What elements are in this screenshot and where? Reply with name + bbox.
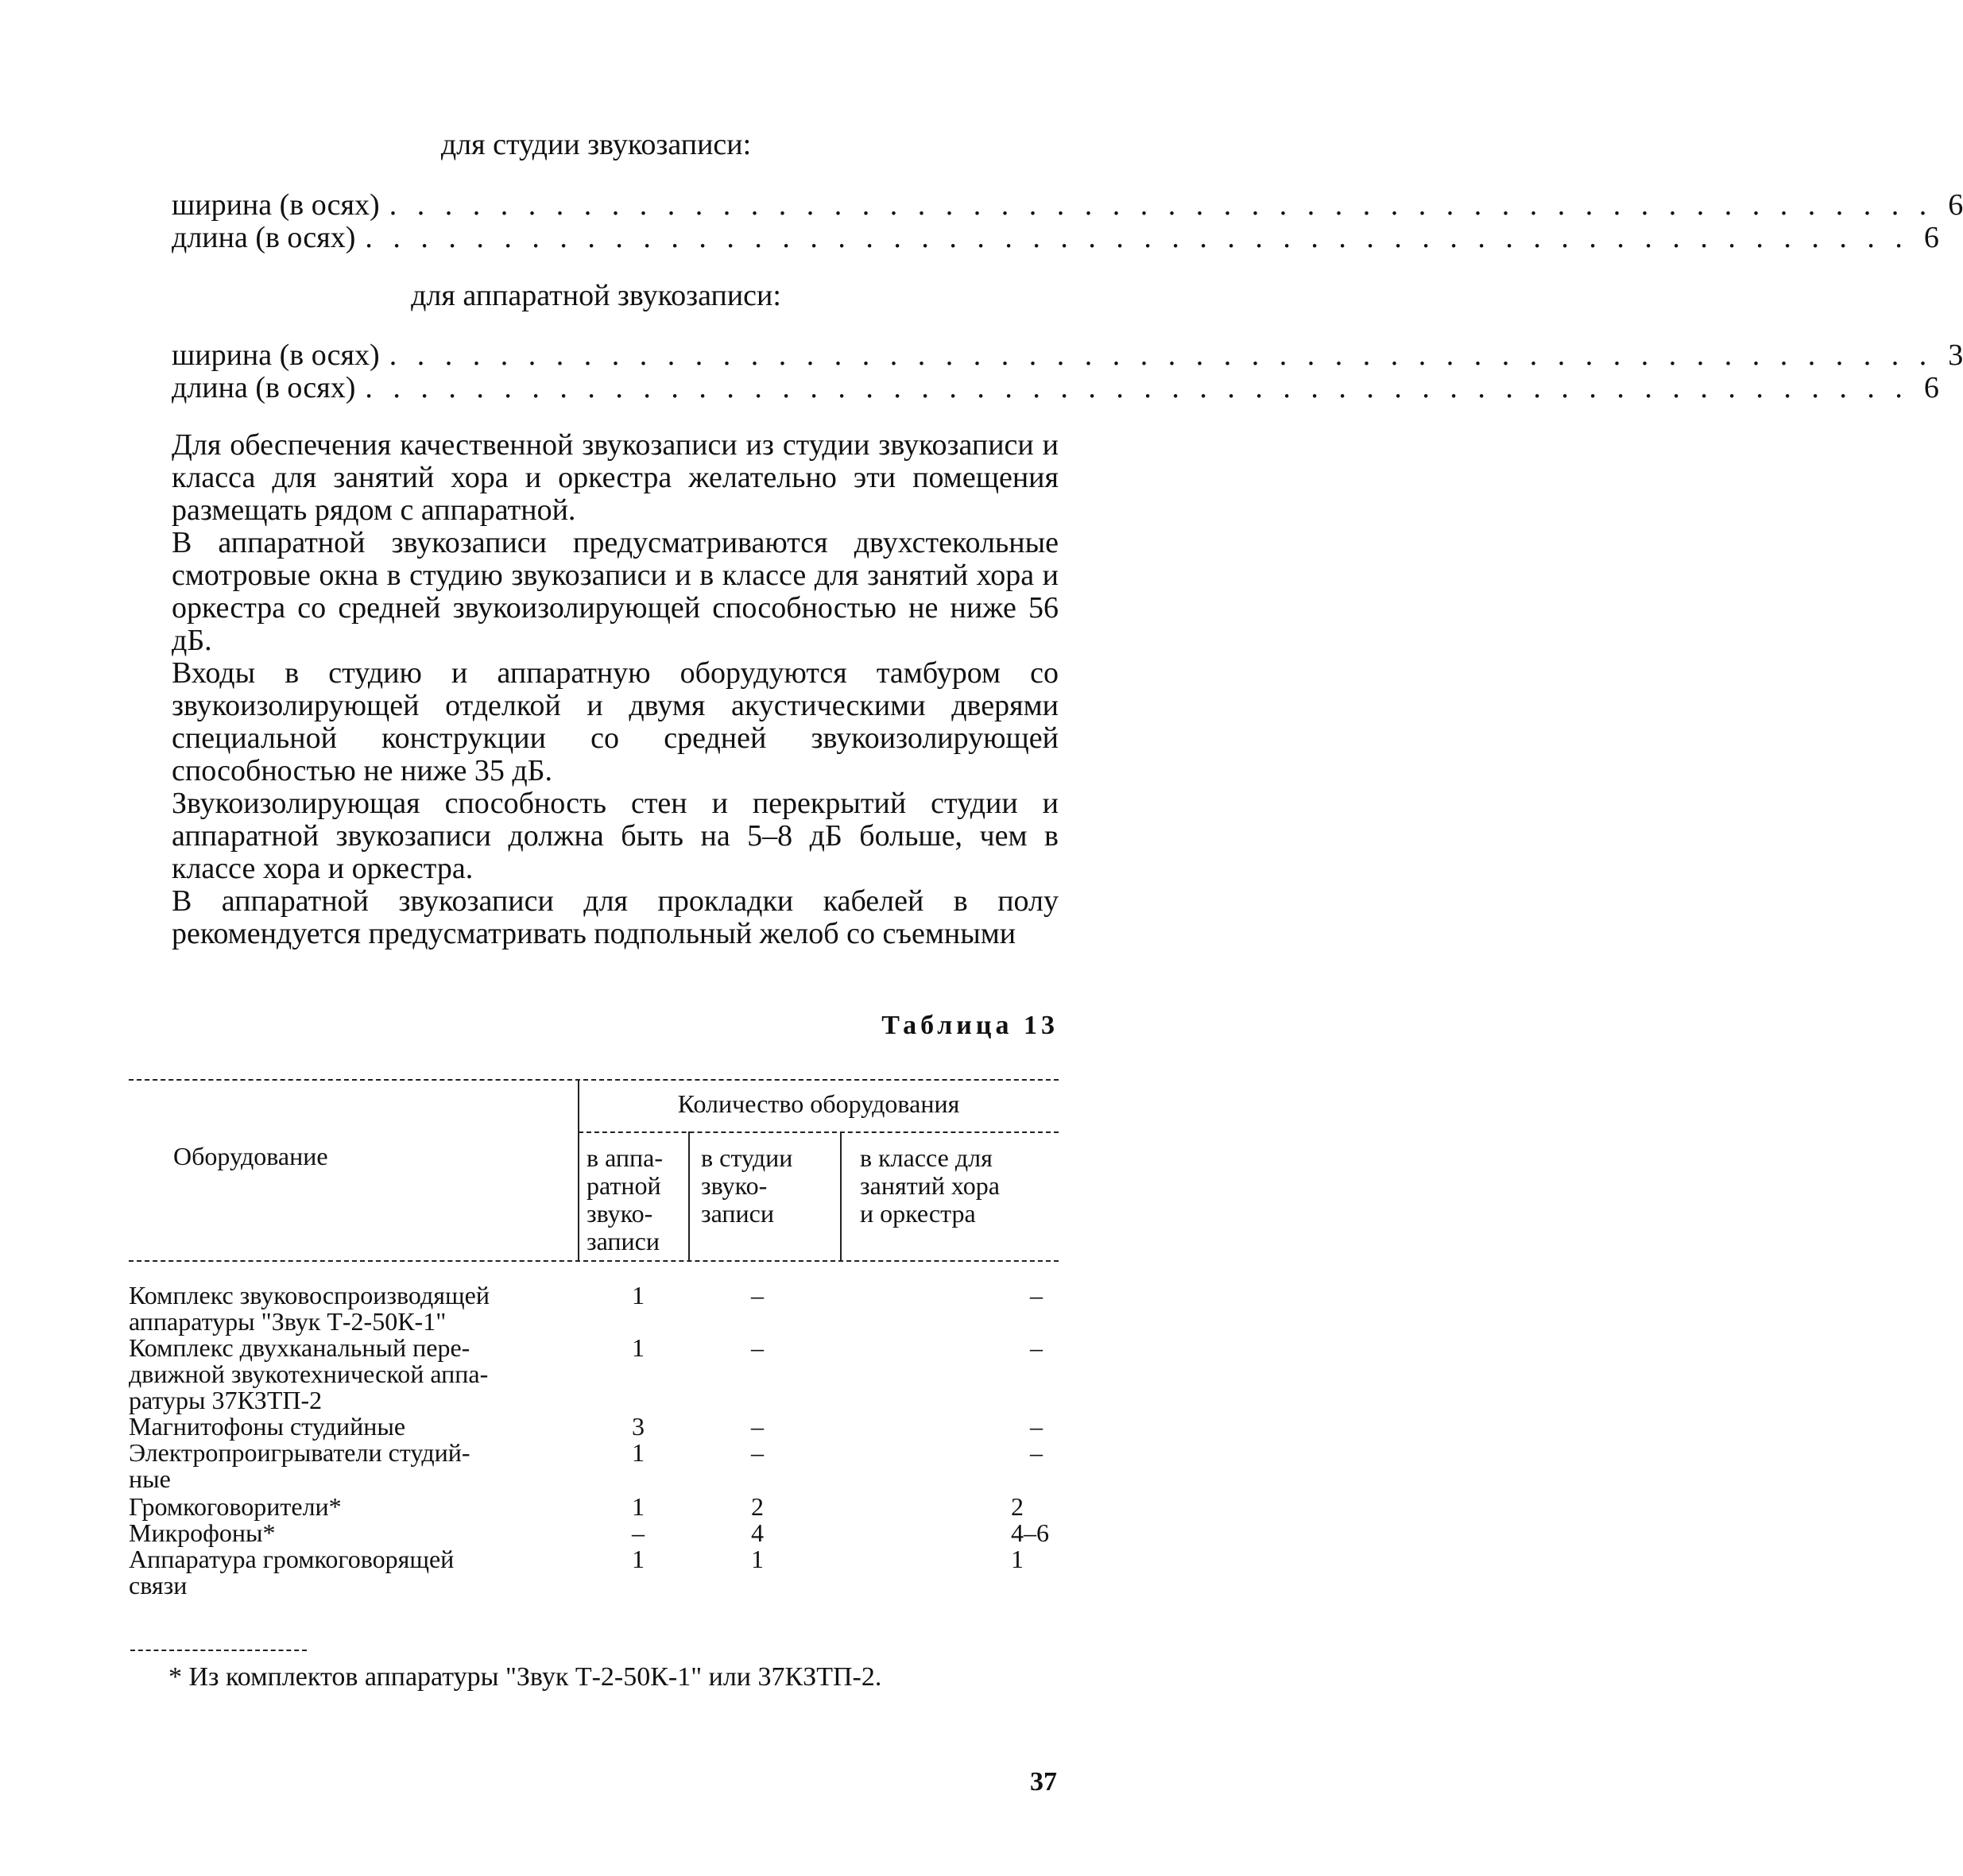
dim-value: 6 (1923, 221, 1939, 254)
qty-studio: – (751, 1438, 764, 1467)
header-bottom-rule (129, 1260, 1059, 1262)
paragraph: В аппаратной звукозаписи для прокладки кабелей в полу рекомендуется предусматривать подпольный желоб со съемными (172, 884, 1059, 950)
qty-class: – (1030, 1438, 1043, 1467)
table-row (129, 1335, 1059, 1414)
dot-leader: . . . . . . . . . . . . . . . . . . . . . . . . . . . . . . . . . . . . . . . . . . . . . . . . . . . . . . . . (389, 188, 1934, 222)
qty-control-room: 3 (632, 1412, 645, 1441)
paragraph: Для обеспечения качественной звукозаписи из студии звукозаписи и класса для занятий хора и оркестра желательно эти помещения размещать рядом с аппаратной. (172, 428, 1059, 527)
col-studio-header: в студии звуко- записи (701, 1143, 793, 1228)
footnote-rule (130, 1650, 307, 1651)
studio-width-row (172, 188, 1963, 222)
quantity-header: Количество оборудования (677, 1089, 960, 1118)
qty-studio: 4 (751, 1518, 764, 1547)
equipment-name: Громкоговорители* (129, 1492, 342, 1521)
col-class-header: в классе для занятий хора и оркестра (860, 1143, 1000, 1228)
studio-length-row (172, 220, 1939, 255)
quantity-header-rule (579, 1131, 1059, 1133)
table-top-rule (129, 1079, 1059, 1081)
dot-leader: . . . . . . . . . . . . . . . . . . . . . . . . . . . . . . . . . . . . . . . . . . . . . . . . . . . . . . . . (365, 221, 1909, 254)
qty-class: – (1030, 1281, 1043, 1309)
qty-class: 4–6 (1011, 1518, 1049, 1547)
dim-label: ширина (в осях) (172, 188, 380, 222)
equipment-name: Комплекс звуковоспроизводящей аппаратуры "Звук Т-2-50К-1" (129, 1281, 490, 1336)
table-row (129, 1546, 1059, 1599)
qty-control-room: 1 (632, 1438, 645, 1467)
table-row (129, 1520, 1059, 1546)
qty-studio: – (751, 1281, 764, 1309)
control-room-length-row (172, 370, 1939, 405)
table-row (129, 1282, 1059, 1335)
table-row (129, 1440, 1059, 1492)
qty-class: – (1030, 1412, 1043, 1441)
page-number: 37 (1030, 1767, 1057, 1797)
equipment-name: Аппаратура громкоговорящей связи (129, 1545, 455, 1599)
paragraph: В аппаратной звукозаписи предусматриваются двухстекольные смотровые окна в студию звукозаписи и в классе для занятий хора и оркестра со средней звукоизолирующей способностью не ниже 56 дБ. (172, 526, 1059, 657)
col-control-room-header: в аппа- ратной звуко- записи (587, 1143, 663, 1255)
column-divider (688, 1131, 690, 1260)
control-room-heading: для аппаратной звукозаписи: (411, 279, 781, 312)
dot-leader: . . . . . . . . . . . . . . . . . . . . . . . . . . . . . . . . . . . . . . . . . . . . . . . . . . . . . . . . (389, 338, 1934, 372)
qty-control-room: 1 (632, 1281, 645, 1309)
qty-studio: 1 (751, 1545, 764, 1573)
equipment-name: Микрофоны* (129, 1518, 276, 1547)
dim-value: 3 (1948, 338, 1963, 372)
paragraph: Звукоизолирующая способность стен и перекрытий студии и аппаратной звукозаписи должна быть на 5–8 дБ больше, чем в классе хора и оркестра. (172, 787, 1059, 885)
dim-label: длина (в осях) (172, 371, 356, 404)
equipment-name: Магнитофоны студийные (129, 1412, 406, 1441)
equipment-header: Оборудование (173, 1142, 328, 1170)
qty-studio: – (751, 1412, 764, 1441)
qty-class: – (1030, 1333, 1043, 1362)
dot-leader: . . . . . . . . . . . . . . . . . . . . . . . . . . . . . . . . . . . . . . . . . . . . . . . . . . . . . . . . (365, 371, 1909, 404)
equipment-name: Электропроигрыватели студий- ные (129, 1438, 470, 1493)
table-row (129, 1414, 1059, 1440)
qty-control-room: 1 (632, 1333, 645, 1362)
qty-studio: – (751, 1333, 764, 1362)
table-row (129, 1494, 1059, 1520)
qty-control-room: 1 (632, 1545, 645, 1573)
qty-class: 1 (1011, 1545, 1024, 1573)
body-text (172, 429, 1059, 950)
column-divider (840, 1131, 842, 1260)
control-room-width-row (172, 338, 1963, 373)
dim-value: 6 (1923, 371, 1939, 404)
qty-control-room: – (632, 1518, 645, 1547)
qty-class: 2 (1011, 1492, 1024, 1521)
table-title: Таблица 13 (881, 1011, 1059, 1040)
paragraph: Входы в студию и аппаратную оборудуются тамбуром со звукоизолирующей отделкой и двумя акустическими дверями специальной конструкции со средней звукоизолирующей способностью не ниже 35 дБ. (172, 656, 1059, 787)
studio-heading: для студии звукозаписи: (440, 128, 752, 161)
equipment-name: Комплекс двухканальный пере- движной звукотехнической аппа- ратуры 37КЗТП-2 (129, 1333, 489, 1414)
qty-studio: 2 (751, 1492, 764, 1521)
dim-value: 6 (1948, 188, 1963, 222)
dim-label: ширина (в осях) (172, 338, 380, 372)
dim-label: длина (в осях) (172, 221, 356, 254)
qty-control-room: 1 (632, 1492, 645, 1521)
footnote: * Из комплектов аппаратуры "Звук Т-2-50К-1" или 37КЗТП-2. (168, 1662, 882, 1692)
